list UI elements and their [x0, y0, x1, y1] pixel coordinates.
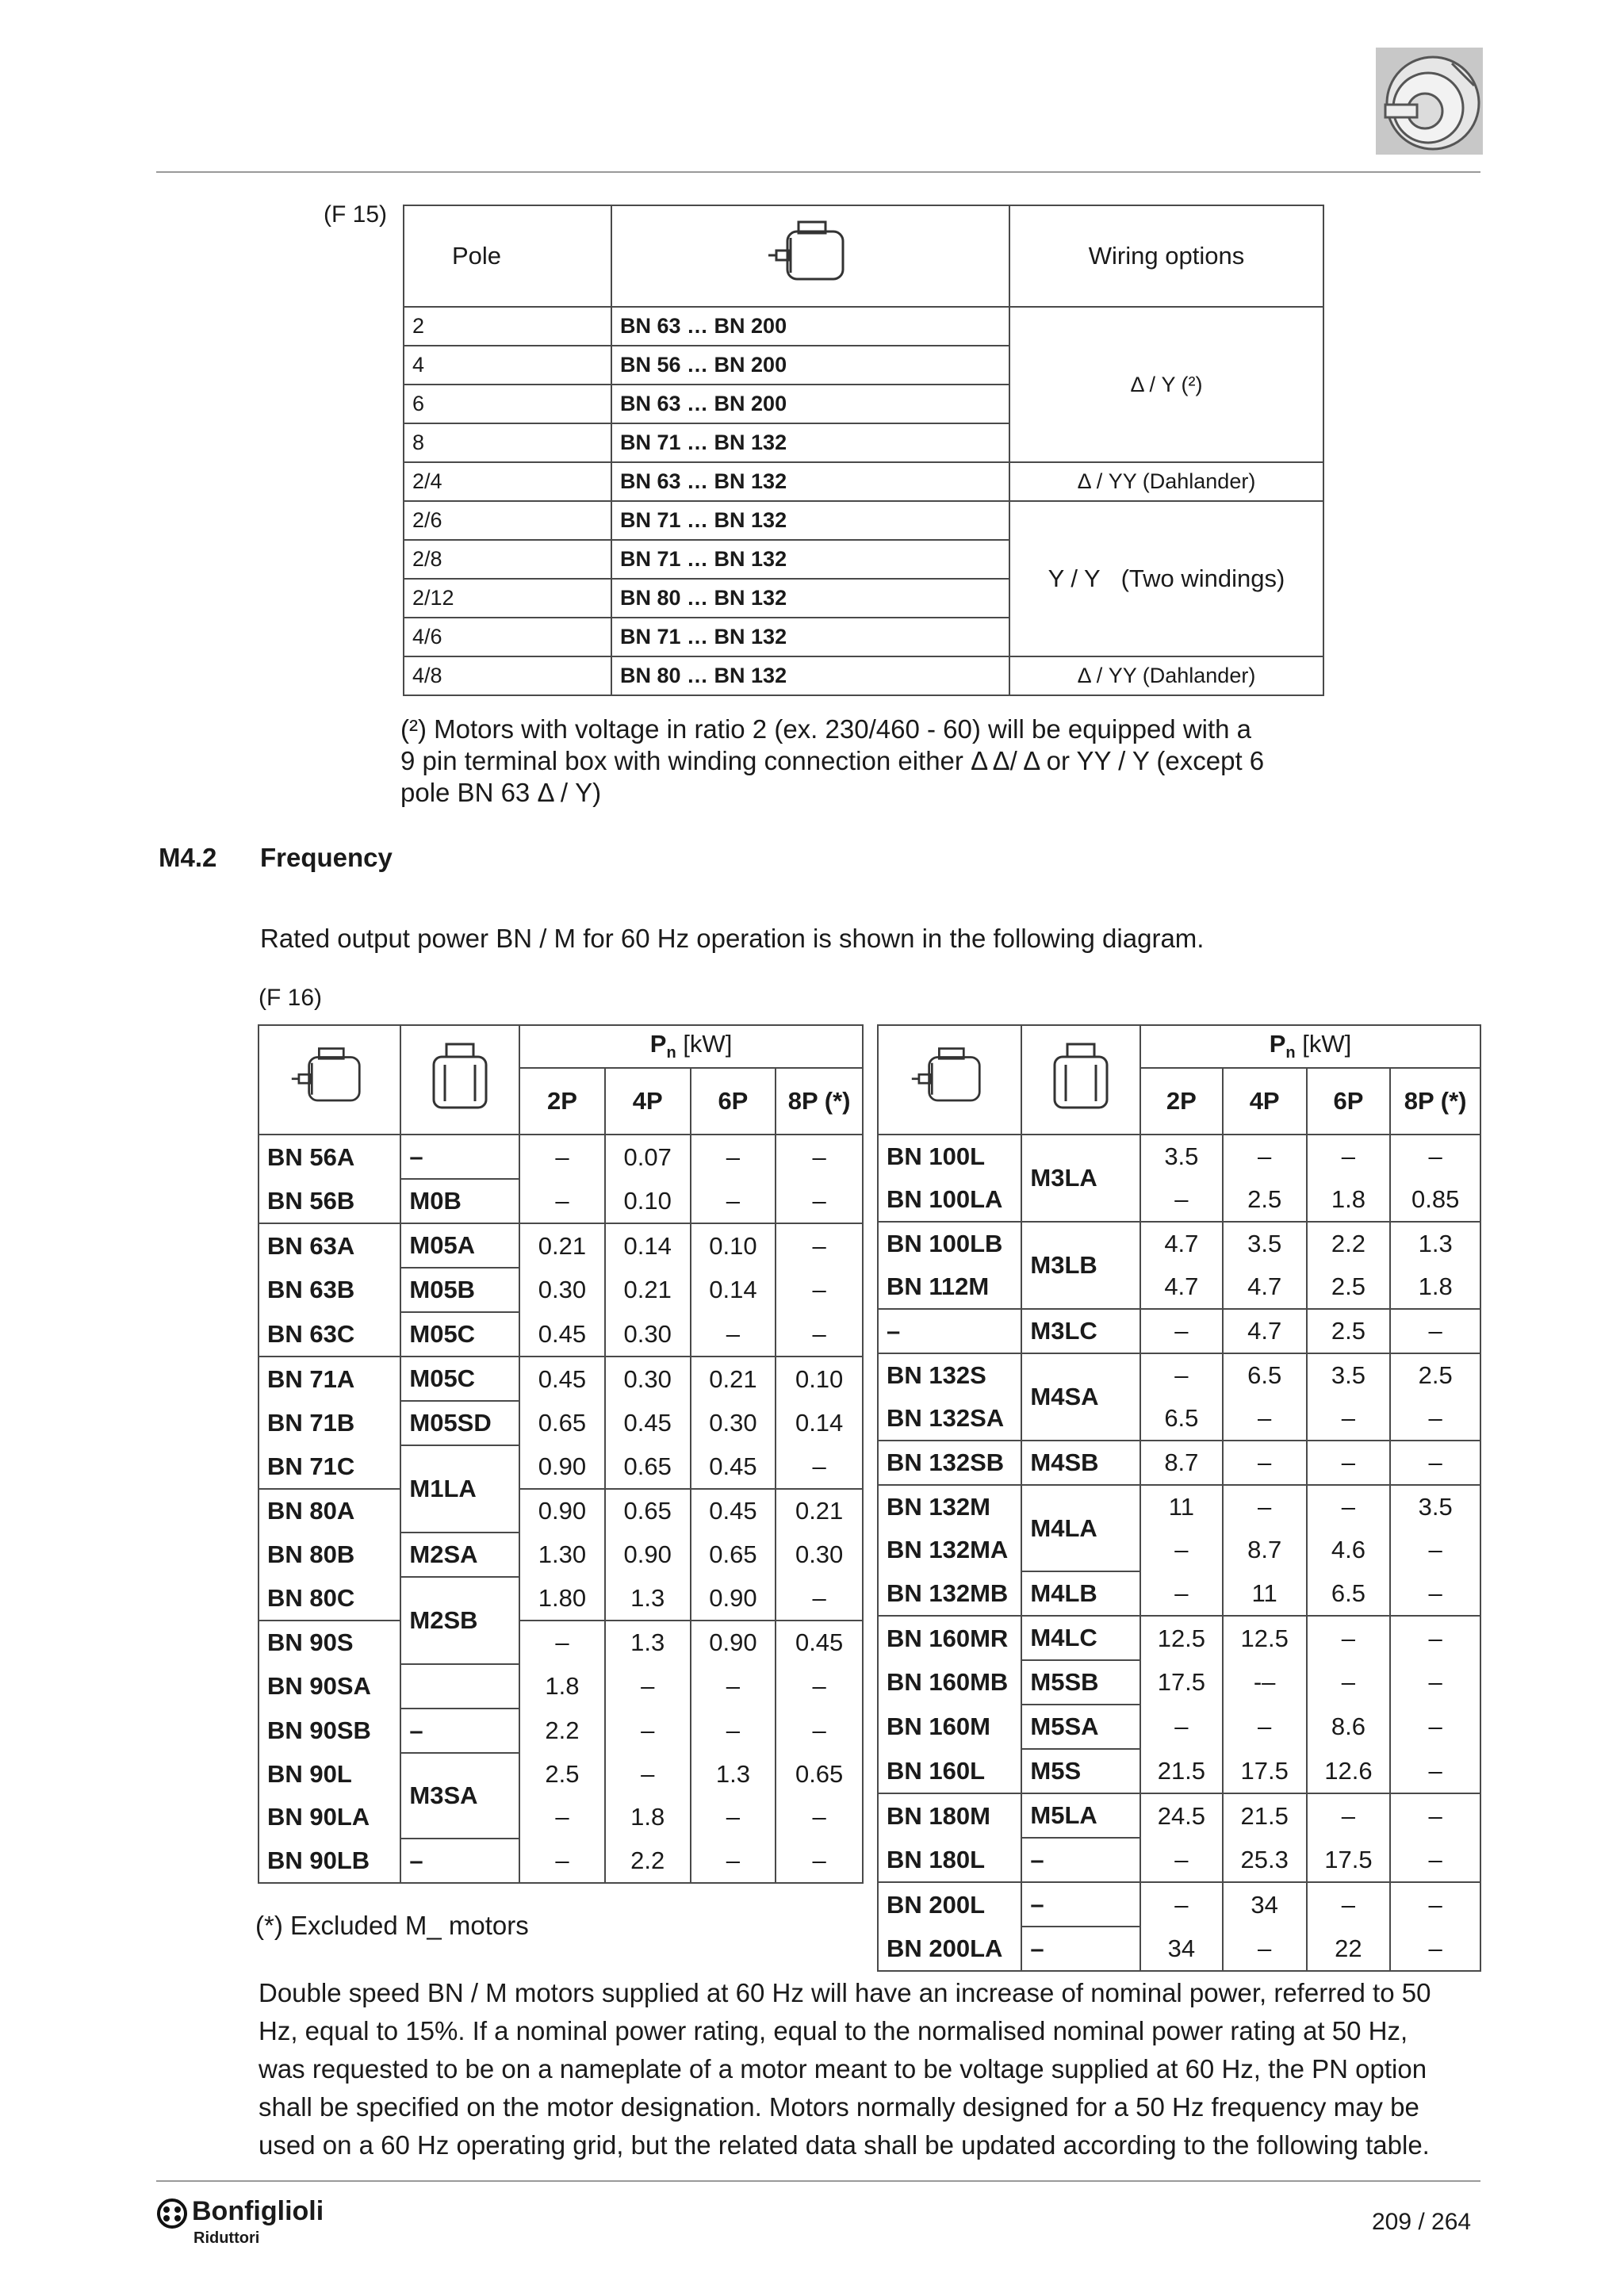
power-cell: 34 [1223, 1882, 1307, 1927]
m-motor-cell: M4LA [1021, 1485, 1140, 1571]
power-cell: 0.85 [1390, 1178, 1480, 1222]
power-cell: 2.5 [1223, 1178, 1307, 1222]
power-cell: 0.07 [605, 1135, 691, 1179]
bn-motor-cell: BN 71C [259, 1445, 400, 1489]
power-cell: 0.45 [605, 1401, 691, 1445]
power-cell: 0.30 [776, 1533, 863, 1577]
table-row [259, 1753, 863, 1796]
bn-motor-icon [910, 1045, 990, 1115]
table-row [878, 1397, 1480, 1441]
power-cell: 0.65 [691, 1533, 776, 1577]
power-cell: 0.90 [691, 1621, 776, 1664]
power-cell: 0.45 [776, 1621, 863, 1664]
brand-name: Bonfiglioli [192, 2196, 324, 2226]
m-motor-cell: M1LA [400, 1445, 519, 1533]
m-motor-cell: – [400, 1839, 519, 1883]
bn-motor-cell: BN 63C [259, 1312, 400, 1357]
bn-motor-cell: BN 90S [259, 1621, 400, 1664]
table-row [878, 1265, 1480, 1309]
table-row [878, 1927, 1480, 1971]
power-cell: 2.5 [519, 1753, 605, 1796]
wiring-dahlander: Δ / YY (Dahlander) [1009, 462, 1323, 501]
power-table-left: $P_n$ [kW] 2P 4P 6P 8P (*) BN 56A – – 0.07 – – BN 56B M0B – 0.10 – – BN 63A M05A 0.21 0.14 0.10 – BN 63B M05B 0.30 0.21 0.14 – BN 63C M05C 0.45 0.30 – – BN 71A M05C 0.45 0.30 0.21 0.10 BN 71B M05SD 0.65 0.45 0.30 0.14 BN 71C M1LA 0.90 0.65 0.45 – BN 80A 0.90 0.65 0.45 0.21 BN 80B M2SA 1.30 0.90 0.65 0.30 BN 80C M2SB 1.80 1.3 0.90 – BN 90S – 1.3 0.90 0.45 BN 90SA 1.8 – – – BN 90SB – 2.2 – – – BN 90L M3SA 2.5 – 1.3 0.65 BN 90LA – 1.8 – – BN 90LB – – 2.2 – – [258, 1024, 864, 1884]
power-cell: – [605, 1709, 691, 1753]
bn-motor-icon [290, 1045, 370, 1115]
f16-footnote: (*) Excluded M_ motors [255, 1911, 529, 1940]
wiring-options-table: Pole Wiring options 2 BN 63 … BN 200 Δ / Y (²) 4 BN 56 … BN 200 6 BN 63 … BN 200 8 BN 71 … BN 132 2/4 BN 63 … BN 132 Δ / YY (Dahlander) 2/6 BN 71 … BN 132 Y / Y (Two windings) 2/8 BN 71 … BN 132 2/12 BN 80 … BN 132 4/6 BN 71 … BN 132 4/8 BN 80 … BN 132 Δ / YY (Dahlander) [403, 205, 1324, 696]
power-cell: – [1223, 1441, 1307, 1485]
power-cell: 0.90 [691, 1577, 776, 1621]
bn-motor-cell: BN 90L [259, 1753, 400, 1796]
power-cell: – [691, 1796, 776, 1839]
power-cell: 0.65 [776, 1753, 863, 1796]
intro-text: Rated output power BN / M for 60 Hz operation is shown in the following diagram. [260, 924, 1205, 953]
table-row [878, 1838, 1480, 1882]
power-cell: – [776, 1577, 863, 1621]
power-cell: – [605, 1664, 691, 1709]
power-cell: 11 [1223, 1571, 1307, 1616]
power-cell: – [1307, 1135, 1391, 1178]
bn-motor-cell: BN 132S [878, 1353, 1021, 1397]
power-cell: 0.21 [776, 1489, 863, 1533]
bn-motor-cell: BN 132SB [878, 1441, 1021, 1485]
m-motor-icon [1047, 1041, 1115, 1119]
table-row [259, 1312, 863, 1357]
power-cell: – [776, 1796, 863, 1839]
m-motor-cell: M05A [400, 1223, 519, 1268]
bn-motor-cell: BN 200L [878, 1882, 1021, 1927]
table-row [259, 1135, 863, 1179]
power-cell: 6.5 [1307, 1571, 1391, 1616]
power-cell: 3.5 [1223, 1222, 1307, 1265]
power-cell: 0.21 [605, 1268, 691, 1312]
power-cell: 0.90 [519, 1489, 605, 1533]
power-cell: 17.5 [1223, 1749, 1307, 1793]
power-cell: – [519, 1839, 605, 1883]
table-row [259, 1533, 863, 1577]
power-cell: 0.65 [519, 1401, 605, 1445]
power-cell: 0.30 [605, 1312, 691, 1357]
power-cell: – [1307, 1441, 1391, 1485]
m-motor-cell: M4SB [1021, 1441, 1140, 1485]
power-cell: 12.5 [1140, 1616, 1223, 1660]
table-row [878, 1309, 1480, 1353]
power-cell: – [1390, 1882, 1480, 1927]
power-cell: 0.21 [691, 1357, 776, 1401]
power-cell: 0.65 [605, 1445, 691, 1489]
m-motor-cell: M5S [1021, 1749, 1140, 1793]
power-cell: – [776, 1223, 863, 1268]
m-motor-cell: M5SA [1021, 1705, 1140, 1749]
power-cell: – [1140, 1571, 1223, 1616]
m-motor-cell: M5SB [1021, 1660, 1140, 1705]
power-cell: 8.6 [1307, 1705, 1391, 1749]
table-row [259, 1445, 863, 1489]
bn-motor-cell: BN 80C [259, 1577, 400, 1621]
power-cell: – [691, 1839, 776, 1883]
power-cell: – [605, 1753, 691, 1796]
power-cell: – [1223, 1485, 1307, 1529]
power-cell: 1.8 [1307, 1178, 1391, 1222]
m-motor-cell: M4SA [1021, 1353, 1140, 1441]
power-cell: 1.3 [605, 1577, 691, 1621]
power-cell: 0.45 [691, 1445, 776, 1489]
bn-motor-cell: BN 132M [878, 1485, 1021, 1529]
power-cell: 0.45 [519, 1357, 605, 1401]
power-cell: 34 [1140, 1927, 1223, 1971]
table-row [259, 1839, 863, 1883]
power-cell: 0.14 [605, 1223, 691, 1268]
power-cell: 0.14 [776, 1401, 863, 1445]
power-cell: – [1140, 1838, 1223, 1882]
m-motor-cell: – [1021, 1927, 1140, 1971]
bn-motor-cell: BN 132MA [878, 1529, 1021, 1571]
power-cell: – [1307, 1485, 1391, 1529]
power-cell: 2.2 [1307, 1222, 1391, 1265]
power-cell: 2.5 [1307, 1265, 1391, 1309]
bn-motor-cell: BN 132MB [878, 1571, 1021, 1616]
power-cell: 0.30 [519, 1268, 605, 1312]
power-cell: – [1390, 1793, 1480, 1838]
pn-header: $P_n$ [kW] [1140, 1025, 1480, 1068]
table-row [878, 1571, 1480, 1616]
power-cell: – [519, 1135, 605, 1179]
m-motor-cell: M05C [400, 1312, 519, 1357]
power-cell: 17.5 [1140, 1660, 1223, 1705]
power-cell: 6.5 [1223, 1353, 1307, 1397]
power-cell: 2.5 [1390, 1353, 1480, 1397]
power-cell: 0.10 [691, 1223, 776, 1268]
table-row [259, 1223, 863, 1268]
power-cell: – [519, 1621, 605, 1664]
power-cell: 0.90 [605, 1533, 691, 1577]
section-number: M4.2 [159, 843, 217, 872]
power-cell: 1.30 [519, 1533, 605, 1577]
f16-label: (F 16) [259, 985, 323, 1011]
wiring-dahlander: Δ / YY (Dahlander) [1009, 656, 1323, 695]
power-cell: 25.3 [1223, 1838, 1307, 1882]
table-row [878, 1441, 1480, 1485]
wiring-header: Wiring options [1009, 205, 1323, 307]
m-motor-cell: M3LB [1021, 1222, 1140, 1309]
bn-motor-cell: BN 71A [259, 1357, 400, 1401]
bn-motor-cell: BN 200LA [878, 1927, 1021, 1971]
power-cell: – [1223, 1705, 1307, 1749]
table-row [259, 1179, 863, 1223]
power-cell: – [1390, 1571, 1480, 1616]
power-cell: – [691, 1709, 776, 1753]
table-row [878, 1178, 1480, 1222]
power-cell: 4.7 [1140, 1265, 1223, 1309]
power-cell: 21.5 [1140, 1749, 1223, 1793]
power-cell: -– [1223, 1660, 1307, 1705]
table-row [259, 1489, 863, 1533]
table-row [259, 1664, 863, 1709]
table-row [878, 1616, 1480, 1660]
bn-motor-cell: BN 63B [259, 1268, 400, 1312]
power-cell: 12.5 [1223, 1616, 1307, 1660]
m-motor-cell: M05C [400, 1357, 519, 1401]
power-cell: 0.21 [519, 1223, 605, 1268]
power-cell: 3.5 [1390, 1485, 1480, 1529]
power-cell: – [1307, 1793, 1391, 1838]
f15-label: (F 15) [324, 201, 388, 228]
power-cell: 0.30 [605, 1357, 691, 1401]
power-cell: – [1390, 1616, 1480, 1660]
bn-motor-cell: BN 100LA [878, 1178, 1021, 1222]
power-cell: – [1390, 1927, 1480, 1971]
power-cell: 8.7 [1140, 1441, 1223, 1485]
brand-sub: Riduttori [193, 2229, 260, 2247]
table-row [878, 1135, 1480, 1178]
bn-motor-cell: BN 90LA [259, 1796, 400, 1839]
power-cell: 4.7 [1223, 1265, 1307, 1309]
power-cell: – [1390, 1397, 1480, 1441]
power-table-right-body [878, 1135, 1480, 1971]
bn-motor-cell: BN 80A [259, 1489, 400, 1533]
m-motor-cell: M2SB [400, 1577, 519, 1664]
bn-motor-cell: BN 100LB [878, 1222, 1021, 1265]
bonfiglioli-logo-icon [156, 2198, 188, 2229]
power-cell: – [1307, 1616, 1391, 1660]
m-motor-cell: M3LA [1021, 1135, 1140, 1222]
bn-motor-cell: BN 160L [878, 1749, 1021, 1793]
power-cell: 1.3 [691, 1753, 776, 1796]
m-motor-cell: M2SA [400, 1533, 519, 1577]
power-cell: 4.7 [1140, 1222, 1223, 1265]
power-cell: 1.3 [1390, 1222, 1480, 1265]
bn-motor-cell: BN 160MB [878, 1660, 1021, 1705]
power-cell: 1.3 [605, 1621, 691, 1664]
power-cell: – [519, 1179, 605, 1223]
power-cell: 0.90 [519, 1445, 605, 1489]
power-cell: – [691, 1135, 776, 1179]
power-cell: – [776, 1445, 863, 1489]
power-cell: – [776, 1135, 863, 1179]
m-motor-cell: M05SD [400, 1401, 519, 1445]
table-row [878, 1353, 1480, 1397]
power-cell: – [1140, 1178, 1223, 1222]
power-cell: – [1390, 1529, 1480, 1571]
power-cell: – [1307, 1882, 1391, 1927]
power-cell: – [691, 1664, 776, 1709]
table-row [259, 1577, 863, 1621]
table-row [878, 1749, 1480, 1793]
power-cell: – [776, 1664, 863, 1709]
m-motor-cell: – [1021, 1882, 1140, 1927]
wiring-two-windings: Y / Y (Two windings) [1009, 501, 1323, 656]
table-row [259, 1268, 863, 1312]
m-motor-cell: M0B [400, 1179, 519, 1223]
bn-motor-cell: BN 90LB [259, 1839, 400, 1883]
power-cell: – [1390, 1441, 1480, 1485]
bn-motor-cell: BN 80B [259, 1533, 400, 1577]
m-motor-cell: – [1021, 1838, 1140, 1882]
f15-footnote: (²) Motors with voltage in ratio 2 (ex. 230/460 - 60) will be equipped with a 9 pin terminal box with winding connection either Δ Δ/ Δ or YY / Y (except 6 pole BN 63 Δ / Y) [400, 714, 1265, 807]
power-cell: – [1390, 1749, 1480, 1793]
power-cell: 0.45 [691, 1489, 776, 1533]
bn-motor-cell: BN 180L [878, 1838, 1021, 1882]
power-cell: – [1307, 1397, 1391, 1441]
power-cell: 24.5 [1140, 1793, 1223, 1838]
table-row [259, 1796, 863, 1839]
power-cell: 6.5 [1140, 1397, 1223, 1441]
footer-rule [156, 2180, 1480, 2182]
bn-motor-cell: BN 180M [878, 1793, 1021, 1838]
power-cell: – [1390, 1135, 1480, 1178]
bn-motor-cell: BN 63A [259, 1223, 400, 1268]
power-table-right: $P_n$ [kW] 2P 4P 6P 8P (*) BN 100L M3LA 3.5 – – – BN 100LA – 2.5 1.8 0.85 BN 100LB M3LB 4.7 3.5 2.2 1.3 BN 112M 4.7 4.7 2.5 1.8 – M3LC – 4.7 2.5 – BN 132S M4SA – 6.5 3.5 2.5 BN 132SA 6.5 – – – BN 132SB M4SB 8.7 – – – BN 132M M4LA 11 – – 3.5 BN 132MA – 8.7 4.6 – BN 132MB M4LB – 11 6.5 – BN 160MR M4LC 12.5 12.5 – – BN 160MB M5SB 17.5 -– – – BN 160M M5SA – – 8.6 – BN 160L M5S 21.5 17.5 12.6 – BN 180M M5LA 24.5 21.5 – – BN 180L – – 25.3 17.5 – BN 200L – – 34 – – BN 200LA – 34 – 22 – [877, 1024, 1481, 1972]
power-cell: – [1140, 1705, 1223, 1749]
table-row [878, 1529, 1480, 1571]
power-cell: 21.5 [1223, 1793, 1307, 1838]
pole-header: Pole [404, 205, 611, 307]
power-cell: 1.80 [519, 1577, 605, 1621]
m-motor-cell: M4LB [1021, 1571, 1140, 1616]
power-cell: 0.30 [691, 1401, 776, 1445]
power-cell: – [1390, 1705, 1480, 1749]
bn-motor-cell: BN 132SA [878, 1397, 1021, 1441]
power-cell: – [1140, 1309, 1223, 1353]
power-cell: – [1390, 1309, 1480, 1353]
bn-motor-cell: BN 90SB [259, 1709, 400, 1753]
table-row [878, 1793, 1480, 1838]
power-cell: 1.8 [605, 1796, 691, 1839]
power-cell: 2.5 [1307, 1309, 1391, 1353]
table-row [259, 1357, 863, 1401]
power-cell: 3.5 [1140, 1135, 1223, 1178]
bn-motor-icon [767, 220, 854, 292]
power-cell: 22 [1307, 1927, 1391, 1971]
power-cell: – [1390, 1838, 1480, 1882]
table-row [878, 1222, 1480, 1265]
page-number: 209 / 264 [1372, 2209, 1472, 2235]
header-rule [156, 171, 1480, 173]
m-motor-cell: M3LC [1021, 1309, 1140, 1353]
m-motor-cell [400, 1664, 519, 1709]
table-row [259, 1401, 863, 1445]
body-paragraph: Double speed BN / M motors supplied at 60 Hz will have an increase of nominal power, referred to 50 Hz, equal to 15%. If a nominal power rating, equal to the normalised nominal power rating at 50 Hz, was requested to be on a nameplate of a motor meant to be voltage supplied at 60 Hz, the PN option shall be specified on the motor designation. Motors normally designed for a 50 Hz frequency may be used on a 60 Hz operating grid, but the related data shall be updated according to the following table. [259, 1978, 1431, 2160]
m-motor-cell: M3SA [400, 1753, 519, 1839]
section-title: Frequency [260, 843, 393, 872]
power-cell: – [519, 1796, 605, 1839]
power-cell: – [1307, 1660, 1391, 1705]
m-motor-icon [426, 1041, 494, 1119]
power-cell: 11 [1140, 1485, 1223, 1529]
power-cell: 1.8 [519, 1664, 605, 1709]
m-motor-cell: M5LA [1021, 1793, 1140, 1838]
power-cell: – [1223, 1397, 1307, 1441]
power-cell: – [1140, 1353, 1223, 1397]
power-cell: 1.8 [1390, 1265, 1480, 1309]
m-motor-cell: M4LC [1021, 1616, 1140, 1660]
power-cell: 8.7 [1223, 1529, 1307, 1571]
bn-motor-cell: BN 160M [878, 1705, 1021, 1749]
power-cell: – [1223, 1135, 1307, 1178]
power-cell: 2.2 [605, 1839, 691, 1883]
power-cell: – [691, 1179, 776, 1223]
bn-motor-cell: BN 56B [259, 1179, 400, 1223]
bn-motor-cell: BN 112M [878, 1265, 1021, 1309]
power-cell: – [691, 1312, 776, 1357]
power-cell: – [1390, 1660, 1480, 1705]
table-row [259, 1621, 863, 1664]
power-cell: 0.45 [519, 1312, 605, 1357]
table-row [878, 1485, 1480, 1529]
power-cell: – [1223, 1927, 1307, 1971]
power-cell: 3.5 [1307, 1353, 1391, 1397]
bn-motor-cell: BN 100L [878, 1135, 1021, 1178]
power-cell: 0.14 [691, 1268, 776, 1312]
table-row [878, 1705, 1480, 1749]
power-cell: 0.10 [776, 1357, 863, 1401]
power-cell: 0.65 [605, 1489, 691, 1533]
power-cell: 0.10 [605, 1179, 691, 1223]
m-motor-cell: – [400, 1709, 519, 1753]
power-cell: – [776, 1312, 863, 1357]
power-cell: – [776, 1268, 863, 1312]
power-cell: – [776, 1709, 863, 1753]
power-cell: – [776, 1179, 863, 1223]
wiring-delta-y: Δ / Y (²) [1009, 307, 1323, 462]
power-cell: 2.2 [519, 1709, 605, 1753]
table-row [259, 1709, 863, 1753]
bn-motor-cell: BN 160MR [878, 1616, 1021, 1660]
m-motor-cell: M05B [400, 1268, 519, 1312]
motor-thumbnail-icon [1376, 48, 1483, 155]
power-cell: 12.6 [1307, 1749, 1391, 1793]
power-cell: – [776, 1839, 863, 1883]
table-row [878, 1882, 1480, 1927]
table-row [878, 1660, 1480, 1705]
bn-motor-cell: BN 71B [259, 1401, 400, 1445]
bn-motor-cell: BN 90SA [259, 1664, 400, 1709]
power-cell: – [1140, 1529, 1223, 1571]
power-cell: 4.6 [1307, 1529, 1391, 1571]
power-cell: 4.7 [1223, 1309, 1307, 1353]
bn-motor-cell: BN 56A [259, 1135, 400, 1179]
bn-motor-cell: – [878, 1309, 1021, 1353]
m-motor-cell: – [400, 1135, 519, 1179]
power-cell: – [1140, 1882, 1223, 1927]
power-table-left-body [259, 1135, 863, 1883]
pn-header: $P_n$ [kW] [519, 1025, 863, 1068]
power-cell: 17.5 [1307, 1838, 1391, 1882]
